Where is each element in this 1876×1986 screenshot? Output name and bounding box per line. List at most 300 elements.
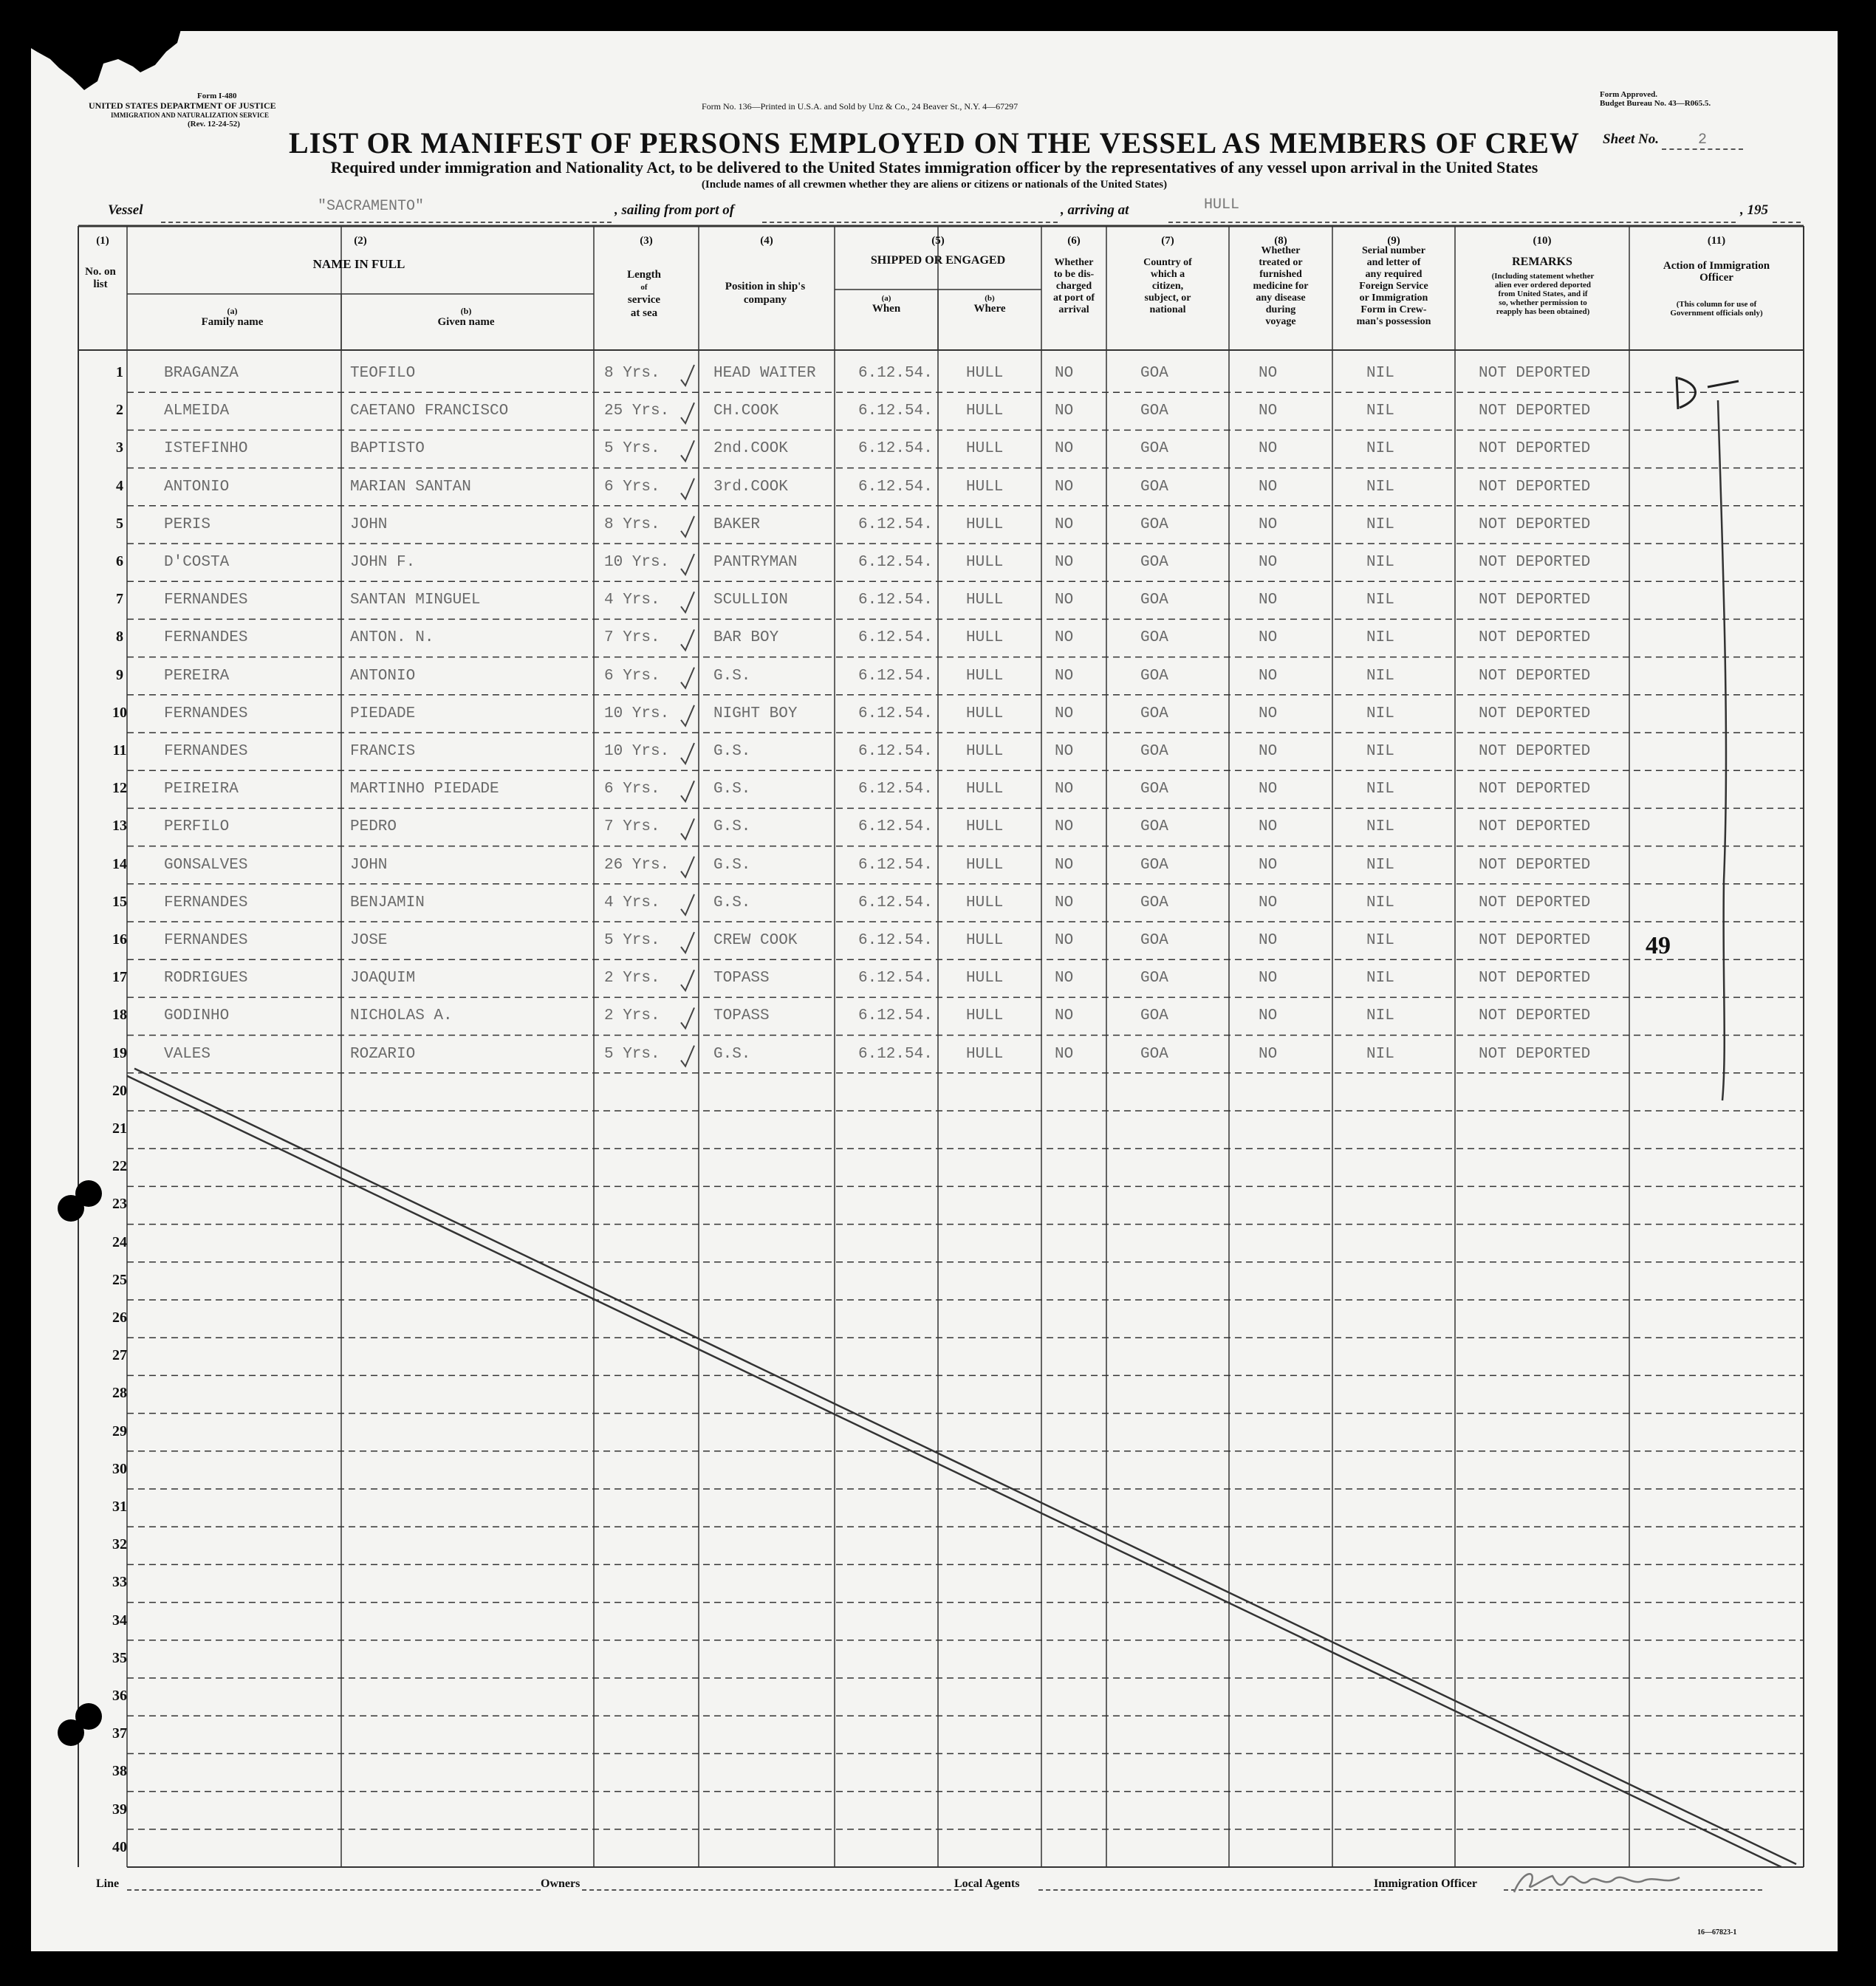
cell-remarks: NOT DEPORTED [1479, 516, 1591, 533]
cell-when: 6.12.54. [858, 781, 933, 798]
cell-country: GOA [1140, 592, 1168, 609]
note-line: (Include names of all crewmen whether they are aliens or citizens or nationals of the United States) [701, 179, 1168, 191]
cell-serial: NIL [1366, 1007, 1394, 1025]
cell-country: GOA [1140, 403, 1168, 420]
cell-when: 6.12.54. [858, 894, 933, 911]
cell-where: HULL [966, 554, 1004, 571]
service-label: IMMIGRATION AND NATURALIZATION SERVICE [111, 112, 269, 119]
cell-treated: NO [1259, 592, 1278, 609]
cell-country: GOA [1140, 629, 1168, 647]
cell-family: PEREIRA [164, 667, 230, 685]
cell-country: GOA [1140, 478, 1168, 496]
row-number: 26 [112, 1309, 127, 1326]
row-number: 8 [116, 629, 123, 646]
cell-treated: NO [1259, 781, 1278, 798]
cell-family: FERNANDES [164, 743, 248, 760]
footer-line-label: Line [96, 1877, 120, 1890]
revision-label: (Rev. 12-24-52) [188, 120, 240, 129]
cell-treated: NO [1259, 516, 1278, 533]
col-header-where: Where [973, 303, 1006, 315]
torn-corner [30, 30, 192, 111]
cell-remarks: NOT DEPORTED [1479, 705, 1591, 722]
column-number: (8) [1274, 235, 1287, 247]
cell-given: PEDRO [350, 818, 397, 836]
row-number: 40 [112, 1838, 127, 1855]
cell-when: 6.12.54. [858, 403, 933, 420]
handwritten-count: 49 [1646, 932, 1671, 959]
cell-country: GOA [1140, 743, 1168, 760]
manifest-sheet [31, 31, 1838, 1951]
cell-position: G.S. [713, 781, 751, 798]
cell-when: 6.12.54. [858, 932, 933, 949]
cell-where: HULL [966, 818, 1004, 836]
cell-treated: NO [1259, 1007, 1278, 1025]
cell-position: 2nd.COOK [713, 440, 788, 458]
col-header-no: No. on list [85, 266, 116, 290]
col-header-given-sub: (b) [460, 306, 472, 316]
cell-discharged: NO [1055, 705, 1074, 722]
check-mark-icon [681, 365, 694, 386]
cell-remarks: NOT DEPORTED [1479, 1045, 1591, 1063]
cell-remarks: NOT DEPORTED [1479, 894, 1591, 911]
cell-where: HULL [966, 894, 1004, 911]
cell-service: 2 Yrs. [604, 970, 660, 987]
printer-line: Form No. 136—Printed in U.S.A. and Sold by Unz & Co., 24 Beaver St., N.Y. 4—67297 [702, 101, 1019, 112]
check-mark-icon [681, 668, 694, 688]
cell-service: 10 Yrs. [604, 705, 670, 722]
col-header-when-sub: (a) [881, 294, 891, 303]
cell-remarks: NOT DEPORTED [1479, 365, 1591, 382]
cell-family: PEIREIRA [164, 781, 239, 798]
cell-when: 6.12.54. [858, 667, 933, 685]
cell-when: 6.12.54. [858, 705, 933, 722]
arriving-value: HULL [1204, 196, 1240, 213]
col-header-family: Family name [201, 316, 264, 328]
row-number: 23 [112, 1196, 127, 1213]
cell-remarks: NOT DEPORTED [1479, 743, 1591, 760]
cell-country: GOA [1140, 932, 1168, 949]
cell-country: GOA [1140, 781, 1168, 798]
cell-position: CREW COOK [713, 932, 798, 949]
cell-treated: NO [1259, 932, 1278, 949]
column-number: (4) [760, 235, 773, 247]
cell-where: HULL [966, 970, 1004, 987]
cell-treated: NO [1259, 743, 1278, 760]
cell-discharged: NO [1055, 970, 1074, 987]
row-number: 39 [112, 1801, 127, 1818]
cell-discharged: NO [1055, 554, 1074, 571]
cell-when: 6.12.54. [858, 743, 933, 760]
cell-service: 26 Yrs. [604, 856, 670, 874]
cell-where: HULL [966, 365, 1004, 382]
cell-remarks: NOT DEPORTED [1479, 818, 1591, 836]
cell-where: HULL [966, 1007, 1004, 1025]
cell-discharged: NO [1055, 856, 1074, 874]
cell-remarks: NOT DEPORTED [1479, 667, 1591, 685]
subtitle: Required under immigration and Nationality Act, to be delivered to the United States immigration officer by the representatives of any vessel upon arrival in the United States [330, 158, 1538, 177]
row-number: 20 [112, 1082, 127, 1099]
cell-serial: NIL [1366, 894, 1394, 911]
cell-discharged: NO [1055, 743, 1074, 760]
cell-discharged: NO [1055, 1045, 1074, 1063]
cell-family: FERNANDES [164, 932, 248, 949]
cell-position: TOPASS [713, 970, 770, 987]
cell-service: 10 Yrs. [604, 743, 670, 760]
col-header-action-sub: (This column for use of Government officials only) [1670, 300, 1763, 318]
row-number: 16 [112, 931, 127, 948]
col-header-position-2: company [743, 294, 787, 306]
cell-treated: NO [1259, 1045, 1278, 1063]
cell-serial: NIL [1366, 516, 1394, 533]
col-header-length-1: Length [627, 269, 661, 281]
check-mark-icon [681, 818, 694, 839]
cell-where: HULL [966, 932, 1004, 949]
cell-country: GOA [1140, 818, 1168, 836]
col-header-position-1: Position in ship's [725, 281, 806, 292]
cell-given: FRANCIS [350, 743, 416, 760]
cell-position: G.S. [713, 856, 751, 874]
cell-remarks: NOT DEPORTED [1479, 629, 1591, 647]
cell-country: GOA [1140, 365, 1168, 382]
row-number: 18 [112, 1007, 127, 1024]
cell-discharged: NO [1055, 932, 1074, 949]
cell-service: 6 Yrs. [604, 478, 660, 496]
row-number: 10 [112, 704, 127, 721]
cell-position: PANTRYMAN [713, 554, 798, 571]
col-header-country: Country of which a citizen, subject, or national [1143, 257, 1192, 315]
footer-line-fill [127, 1889, 541, 1891]
column-number: (3) [640, 235, 653, 247]
cell-discharged: NO [1055, 818, 1074, 836]
form-number-left: Form I-480 [197, 92, 237, 100]
cell-treated: NO [1259, 856, 1278, 874]
cell-discharged: NO [1055, 516, 1074, 533]
col-header-action: Action of Immigration Officer [1663, 260, 1770, 284]
check-mark-icon [681, 894, 694, 915]
check-mark-icon [681, 440, 694, 461]
cell-family: GODINHO [164, 1007, 230, 1025]
row-number: 2 [116, 402, 123, 419]
col-header-remarks: REMARKS [1512, 256, 1572, 268]
cell-service: 5 Yrs. [604, 440, 660, 458]
cell-country: GOA [1140, 894, 1168, 911]
cell-service: 5 Yrs. [604, 932, 660, 949]
cell-country: GOA [1140, 705, 1168, 722]
cell-serial: NIL [1366, 781, 1394, 798]
cancel-line-b [134, 1069, 1796, 1864]
col-header-when: When [872, 303, 901, 315]
row-number: 34 [112, 1612, 127, 1629]
cell-serial: NIL [1366, 365, 1394, 382]
cell-when: 6.12.54. [858, 629, 933, 647]
cell-serial: NIL [1366, 705, 1394, 722]
check-mark-icon [681, 743, 694, 764]
cell-when: 6.12.54. [858, 1045, 933, 1063]
row-number: 38 [112, 1763, 127, 1780]
cell-family: FERNANDES [164, 629, 248, 647]
row-number: 28 [112, 1385, 127, 1402]
check-mark-icon [681, 554, 694, 575]
cell-when: 6.12.54. [858, 818, 933, 836]
vessel-label: Vessel [108, 202, 143, 218]
bracket-line [1708, 400, 1737, 1102]
check-mark-icon [681, 403, 694, 423]
footer-agents-fill [1038, 1889, 1393, 1891]
row-number: 25 [112, 1271, 127, 1288]
cell-when: 6.12.54. [858, 554, 933, 571]
cell-given: ROZARIO [350, 1045, 416, 1063]
row-number: 7 [116, 591, 123, 608]
cell-treated: NO [1259, 629, 1278, 647]
column-number: (7) [1161, 235, 1174, 247]
cell-serial: NIL [1366, 592, 1394, 609]
cell-serial: NIL [1366, 478, 1394, 496]
binding-hole [75, 1180, 102, 1207]
row-number: 29 [112, 1422, 127, 1439]
cell-treated: NO [1259, 403, 1278, 420]
row-number: 11 [112, 742, 127, 759]
col-header-shipped: SHIPPED OR ENGAGED [870, 254, 1006, 267]
cell-remarks: NOT DEPORTED [1479, 592, 1591, 609]
cell-when: 6.12.54. [858, 1007, 933, 1025]
cell-family: PERIS [164, 516, 211, 533]
cell-discharged: NO [1055, 365, 1074, 382]
cell-discharged: NO [1055, 894, 1074, 911]
cell-serial: NIL [1366, 743, 1394, 760]
cell-given: BENJAMIN [350, 894, 425, 911]
sheet-no-value: 2 [1662, 131, 1743, 150]
column-number: (2) [354, 235, 367, 247]
col-header-given: Given name [437, 316, 495, 328]
cell-remarks: NOT DEPORTED [1479, 781, 1591, 798]
cell-treated: NO [1259, 554, 1278, 571]
col-header-serial: Serial number and letter of any required Foreign Service or Immigration Form in Crew- man's possession [1356, 245, 1431, 327]
cell-service: 8 Yrs. [604, 516, 660, 533]
cell-service: 7 Yrs. [604, 629, 660, 647]
cell-serial: NIL [1366, 629, 1394, 647]
cell-position: G.S. [713, 894, 751, 911]
row-number: 14 [112, 855, 127, 872]
cell-position: NIGHT BOY [713, 705, 798, 722]
cell-treated: NO [1259, 894, 1278, 911]
cell-where: HULL [966, 478, 1004, 496]
cell-treated: NO [1259, 365, 1278, 382]
department-label: UNITED STATES DEPARTMENT OF JUSTICE [89, 100, 276, 111]
cell-country: GOA [1140, 554, 1168, 571]
row-number: 9 [116, 666, 123, 683]
row-number: 12 [112, 780, 127, 797]
officer-signature-icon [1508, 1863, 1700, 1900]
cell-service: 5 Yrs. [604, 1045, 660, 1063]
cell-position: G.S. [713, 818, 751, 836]
column-number: (5) [931, 235, 945, 247]
row-number: 22 [112, 1158, 127, 1175]
col-header-treated: Whether treated or furnished medicine for any disease during voyage [1253, 245, 1309, 327]
row-number: 30 [112, 1460, 127, 1477]
cell-remarks: NOT DEPORTED [1479, 932, 1591, 949]
cell-where: HULL [966, 403, 1004, 420]
row-number: 35 [112, 1649, 127, 1666]
binding-hole [75, 1703, 102, 1730]
col-header-length-4: at sea [630, 307, 658, 319]
cell-given: JOHN F. [350, 554, 416, 571]
cell-service: 8 Yrs. [604, 365, 660, 382]
column-number: (1) [96, 235, 109, 247]
col-header-name: NAME IN FULL [312, 257, 405, 271]
cell-where: HULL [966, 440, 1004, 458]
check-mark-icon [681, 516, 694, 537]
cell-country: GOA [1140, 1007, 1168, 1025]
page-title: LIST OR MANIFEST OF PERSONS EMPLOYED ON THE VESSEL AS MEMBERS OF CREW [289, 126, 1580, 160]
cell-family: BRAGANZA [164, 365, 239, 382]
cell-given: BAPTISTO [350, 440, 425, 458]
row-number: 4 [116, 477, 123, 494]
col-header-length-3: service [627, 294, 661, 306]
check-mark-icon [681, 857, 694, 877]
cell-country: GOA [1140, 856, 1168, 874]
footer-agents-label: Local Agents [954, 1877, 1020, 1890]
check-mark-icon [681, 781, 694, 801]
cell-serial: NIL [1366, 932, 1394, 949]
cell-position: BAR BOY [713, 629, 779, 647]
cell-where: HULL [966, 516, 1004, 533]
footer-officer-label: Immigration Officer [1374, 1877, 1477, 1890]
cell-treated: NO [1259, 440, 1278, 458]
cell-given: NICHOLAS A. [350, 1007, 453, 1025]
cell-when: 6.12.54. [858, 516, 933, 533]
cell-given: JOSE [350, 932, 388, 949]
row-number: 13 [112, 818, 127, 835]
cell-family: FERNANDES [164, 894, 248, 911]
arriving-label: , arriving at [1061, 202, 1129, 218]
cell-family: ANTONIO [164, 478, 230, 496]
cell-service: 6 Yrs. [604, 667, 660, 685]
cell-service: 10 Yrs. [604, 554, 670, 571]
cell-treated: NO [1259, 970, 1278, 987]
column-number: (10) [1533, 235, 1552, 247]
cell-remarks: NOT DEPORTED [1479, 554, 1591, 571]
cell-given: MARIAN SANTAN [350, 478, 471, 496]
cell-serial: NIL [1366, 856, 1394, 874]
cell-discharged: NO [1055, 403, 1074, 420]
cell-discharged: NO [1055, 629, 1074, 647]
cell-position: SCULLION [713, 592, 788, 609]
cell-given: ANTONIO [350, 667, 416, 685]
cell-country: GOA [1140, 970, 1168, 987]
cell-family: GONSALVES [164, 856, 248, 874]
row-number: 5 [116, 515, 123, 532]
check-mark-icon [681, 592, 694, 612]
col-header-where-sub: (b) [985, 294, 995, 303]
cell-remarks: NOT DEPORTED [1479, 1007, 1591, 1025]
cell-given: MARTINHO PIEDADE [350, 781, 499, 798]
row-number: 27 [112, 1347, 127, 1364]
sheet-no-label: Sheet No. [1603, 131, 1659, 147]
cell-serial: NIL [1366, 1045, 1394, 1063]
cell-where: HULL [966, 743, 1004, 760]
cell-position: G.S. [713, 1045, 751, 1063]
cell-position: CH.COOK [713, 403, 779, 420]
column-number: (6) [1067, 235, 1081, 247]
cell-treated: NO [1259, 705, 1278, 722]
cell-position: G.S. [713, 743, 751, 760]
cell-given: TEOFILO [350, 365, 416, 382]
cell-when: 6.12.54. [858, 856, 933, 874]
cell-where: HULL [966, 1045, 1004, 1063]
cell-remarks: NOT DEPORTED [1479, 856, 1591, 874]
cell-position: TOPASS [713, 1007, 770, 1025]
cell-remarks: NOT DEPORTED [1479, 403, 1591, 420]
cell-remarks: NOT DEPORTED [1479, 970, 1591, 987]
cancel-line-a [127, 1076, 1781, 1867]
cell-when: 6.12.54. [858, 365, 933, 382]
check-mark-icon [681, 479, 694, 499]
row-number: 32 [112, 1536, 127, 1553]
cell-given: JOAQUIM [350, 970, 416, 987]
cell-remarks: NOT DEPORTED [1479, 478, 1591, 496]
cell-service: 6 Yrs. [604, 781, 660, 798]
row-number: 33 [112, 1574, 127, 1591]
cell-service: 2 Yrs. [604, 1007, 660, 1025]
cell-discharged: NO [1055, 667, 1074, 685]
col-header-remarks-sub: (Including statement whether alien ever ordered deported from United States, and if so, whether permission to reapply has been obtained) [1491, 272, 1595, 316]
cell-position: BAKER [713, 516, 761, 533]
cell-position: 3rd.COOK [713, 478, 788, 496]
cell-when: 6.12.54. [858, 478, 933, 496]
check-mark-icon [681, 1007, 694, 1028]
cell-where: HULL [966, 856, 1004, 874]
budget-bureau: Budget Bureau No. 43—R065.5. [1600, 99, 1711, 108]
row-number: 31 [112, 1499, 127, 1515]
footer-owners-fill [582, 1889, 973, 1891]
cell-discharged: NO [1055, 478, 1074, 496]
sailing-label: , sailing from port of [615, 202, 735, 218]
col-header-family-sub: (a) [227, 306, 238, 316]
cell-where: HULL [966, 781, 1004, 798]
cell-service: 7 Yrs. [604, 818, 660, 836]
year-label: , 195 [1740, 202, 1768, 218]
print-code: 16—67823-1 [1697, 1928, 1737, 1937]
cell-when: 6.12.54. [858, 970, 933, 987]
row-number: 17 [112, 969, 127, 986]
cell-discharged: NO [1055, 440, 1074, 458]
cell-where: HULL [966, 705, 1004, 722]
cell-family: ALMEIDA [164, 403, 230, 420]
check-mark-icon [681, 970, 694, 990]
cell-family: D'COSTA [164, 554, 230, 571]
cell-serial: NIL [1366, 667, 1394, 685]
cell-country: GOA [1140, 1045, 1168, 1063]
cell-where: HULL [966, 629, 1004, 647]
cell-when: 6.12.54. [858, 592, 933, 609]
row-number: 1 [116, 364, 123, 380]
cell-family: ISTEFINHO [164, 440, 248, 458]
vessel-value: "SACRAMENTO" [318, 198, 425, 215]
row-number: 3 [116, 439, 123, 456]
cell-country: GOA [1140, 516, 1168, 533]
cell-given: PIEDADE [350, 705, 416, 722]
col-header-length-2: of [640, 283, 648, 292]
cell-service: 4 Yrs. [604, 894, 660, 911]
cell-serial: NIL [1366, 440, 1394, 458]
column-number: (9) [1387, 235, 1400, 247]
cell-treated: NO [1259, 667, 1278, 685]
cell-serial: NIL [1366, 403, 1394, 420]
footer-owners-label: Owners [541, 1877, 581, 1890]
cell-position: HEAD WAITER [713, 365, 816, 382]
row-number: 24 [112, 1233, 127, 1250]
cell-position: G.S. [713, 667, 751, 685]
